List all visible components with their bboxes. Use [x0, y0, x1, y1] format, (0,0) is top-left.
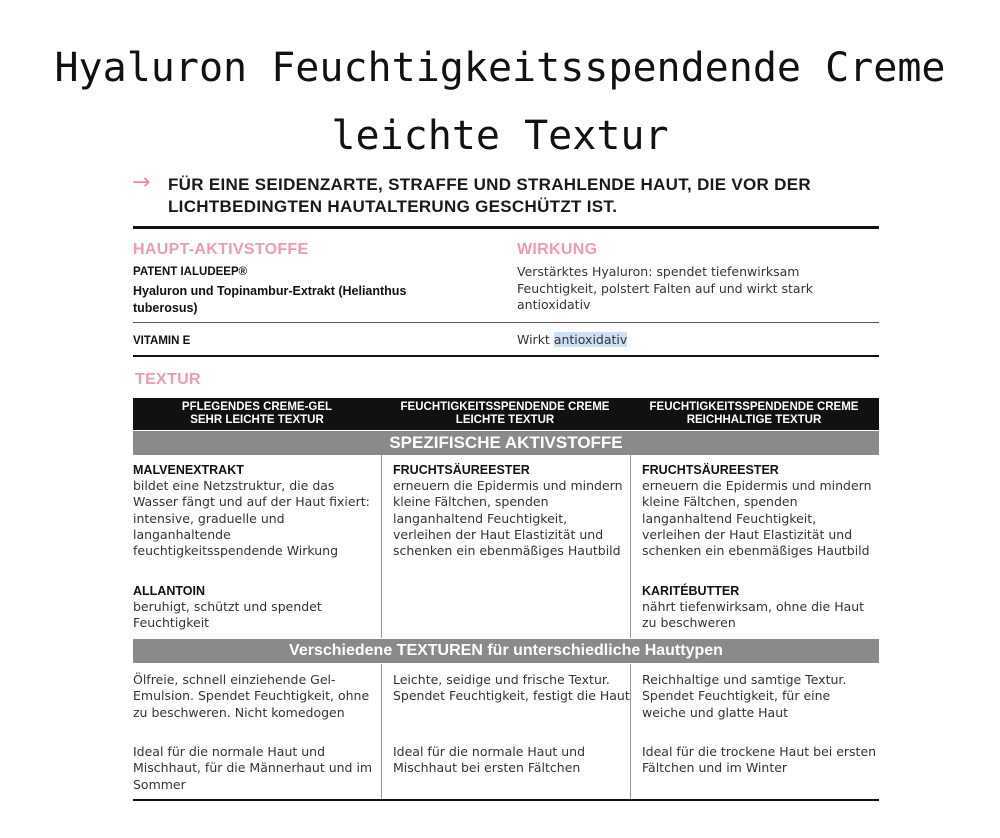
active-title: FRUCHTSÄUREESTER [642, 463, 779, 477]
column-header-rich: FEUCHTIGKEITSSPENDENDE CREME REICHHALTIGE TEXTUR [649, 401, 859, 426]
texture-description: Reichhaltige und samtige Textur. Spendet Feuchtigkeit, für eine weiche und glatte Haut [642, 672, 847, 720]
texture-ideal-for: Ideal für die normale Haut und Mischhaut bei ersten Fältchen [393, 744, 586, 776]
divider [133, 226, 879, 229]
specific-actives-bar: SPEZIFISCHE AKTIVSTOFFE [133, 431, 879, 455]
headline-text: FÜR EINE SEIDENZARTE, STRAFFE UND STRAHLENDE HAUT, DIE VOR DER LICHTBEDINGTEN HAUTALTERUNG GESCHÜTZT IST. [168, 175, 811, 216]
active-text: erneuern die Epidermis und mindern kleine Fältchen, spenden langanhaltend Feuchtigkeit, verleihen der Haut Elastizität und schenken ein ebenmäßiges Hautbild [393, 478, 623, 559]
heading-main-actives: HAUPT-AKTIVSTOFFE [133, 241, 309, 258]
texture-ideal-for: Ideal für die trockene Haut bei ersten Fältchen und im Winter [642, 744, 877, 776]
ingredient-name: PATENT IALUDEEP® [133, 266, 248, 278]
divider [133, 799, 879, 801]
active-text: bildet eine Netzstruktur, die das Wasser fängt und auf der Haut fixiert: intensive, graduelle und langanhaltende feuchtigkeitsspendende Wirkung [133, 478, 370, 559]
ingredient-effect: Verstärktes Hyaluron: spendet tiefenwirksam Feuchtigkeit, polstert Falten auf und wirkt stark antioxidativ [517, 264, 813, 312]
column-header-light: FEUCHTIGKEITSSPENDENDE CREME LEICHTE TEXTUR [400, 401, 610, 426]
column-divider [381, 664, 382, 800]
active-text: beruhigt, schützt und spendet Feuchtigkeit [133, 599, 322, 631]
texture-ideal-for: Ideal für die normale Haut und Mischhaut, für die Männerhaut und im Sommer [133, 744, 373, 792]
ingredient-name: VITAMIN E [133, 335, 191, 347]
divider [133, 355, 879, 357]
texture-description: Leichte, seidige und frische Textur. Spendet Feuchtigkeit, festigt die Haut [393, 672, 630, 704]
texture-description: Ölfreie, schnell einziehende Gel-Emulsion. Spendet Feuchtigkeit, ohne zu beschweren. Nicht komedogen [133, 672, 370, 720]
ingredient-description: Hyaluron und Topinambur-Extrakt (Helianthus tuberosus) [133, 284, 407, 315]
textures-bar: Verschiedene TEXTUREN für unterschiedliche Hauttypen [133, 639, 879, 663]
active-text: erneuern die Epidermis und mindern kleine Fältchen, spenden langanhaltend Feuchtigkeit, verleihen der Haut Elastizität und schenken ein ebenmäßiges Hautbild [642, 478, 872, 559]
heading-effect: WIRKUNG [517, 241, 598, 258]
arrow-right-icon: → [132, 170, 151, 195]
page-title-line-1: Hyaluron Feuchtigkeitsspendende Creme [54, 45, 946, 91]
divider [133, 322, 879, 323]
active-title: MALVENEXTRAKT [133, 463, 244, 477]
effect-prefix: Wirkt [517, 332, 550, 347]
selected-text-highlight[interactable]: antioxidativ [553, 332, 628, 347]
active-title: ALLANTOIN [133, 584, 205, 598]
column-divider [630, 455, 631, 638]
ingredient-effect [517, 332, 627, 349]
active-title: FRUCHTSÄUREESTER [393, 463, 530, 477]
active-title: KARITÉBUTTER [642, 584, 740, 598]
page-title-line-2: leichte Textur [331, 113, 669, 159]
heading-texture: TEXTUR [135, 371, 201, 388]
active-text: nährt tiefenwirksam, ohne die Haut zu beschweren [642, 599, 865, 631]
column-header-gel: PFLEGENDES CREME-GEL SEHR LEICHTE TEXTUR [181, 401, 333, 426]
column-divider [381, 455, 382, 638]
